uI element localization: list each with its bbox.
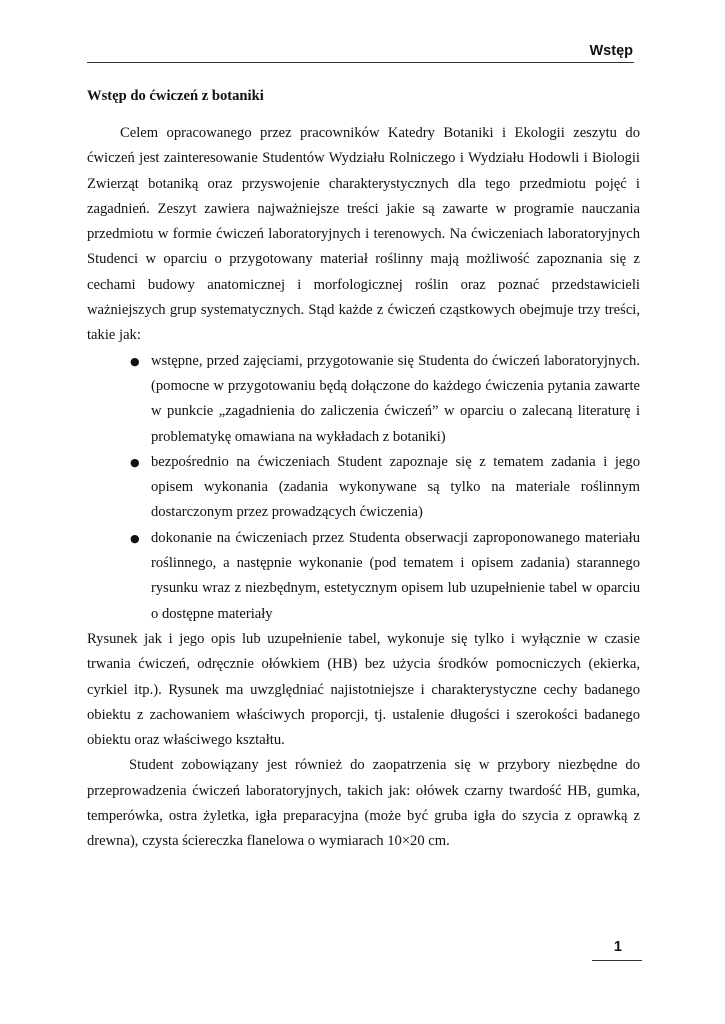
list-item: [130, 349, 640, 450]
footer-rule: [592, 960, 642, 961]
page-number: 1: [613, 939, 622, 955]
bullet-icon: ●: [130, 455, 140, 469]
list-item-text: dokonanie na ćwiczeniach przez Studenta obserwacji zaproponowanego materiału roślinnego, a następnie wykonanie (pod tematem i opisem zadania) starannego rysunku wraz z niezbędnym, estetycznym opisem lub uzupełnienie tabel w oparciu o dostępne materiały: [151, 529, 640, 622]
list-item-text: bezpośrednio na ćwiczeniach Student zapoznaje się z tematem zadania i jego opisem wykonania (zadania wykonywane są tylko na materiale roślinnym dostarczonym przez prowadzących ćwiczenia): [151, 453, 640, 521]
paragraph-drawing: Rysunek jak i jego opis lub uzupełnienie tabel, wykonuje się tylko i wyłącznie w czasie trwania ćwiczeń, odręcznie ołówkiem (HB) bez użycia środków pomocniczych (ekierka, cyrkiel itp.). Rysunek ma uwzględniać najistotniejsze i charakterystyczne cechy badanego obiektu z zachowaniem właściwych proporcji, tj. ustalenie długości i szerokości badanego obiektu oraz właściwego kształtu.: [87, 630, 640, 749]
list-item: [130, 526, 640, 627]
list-item-text: wstępne, przed zajęciami, przygotowanie się Studenta do ćwiczeń laboratoryjnych. (pomocne w przygotowaniu będą dołączone do każdego ćwiczenia pytania zawarte w punkcie „zagadnienia do zaliczenia ćwiczeń” w oparciu o zalecaną literaturę i problematykę omawiana na wykładach z botaniki): [151, 352, 640, 445]
paragraph-supplies: Student zobowiązany jest również do zaopatrzenia się w przybory niezbędne do przeprowadzenia ćwiczeń laboratoryjnych, takich jak: ołówek czarny twardość HB, gumka, temperówka, ostra żyletka, igła preparacyjna (może być gruba igła do szycia z oprawką z drewna), czysta ściereczka flanelowa o wymiarach 10×20 cm.: [87, 757, 640, 850]
list-item: [130, 450, 640, 526]
body-text: [87, 121, 640, 855]
bullet-list: [87, 349, 640, 627]
header-title: Wstęp: [589, 43, 633, 59]
bullet-icon: ●: [130, 354, 140, 368]
paragraph-intro: Celem opracowanego przez pracowników Katedry Botaniki i Ekologii zeszytu do ćwiczeń jest zainteresowanie Studentów Wydziału Rolniczego i Wydziału Hodowli i Biologii Zwierząt botaniką oraz przyswojenie charakterystycznych dla tego przedmiotu pojęć i zagadnień. Zeszyt zawiera najważniejsze treści jakie są zawarte w programie nauczania przedmiotu w formie ćwiczeń laboratoryjnych i terenowych. Na ćwiczeniach laboratoryjnych Studenci w oparciu o przygotowany materiał roślinny mają możliwość zapoznania się z cechami budowy anatomicznej i morfologicznej roślin oraz poznać przedstawicieli ważniejszych grup systematycznych. Stąd każde z ćwiczeń cząstkowych obejmuje trzy treści, takie jak:: [87, 125, 640, 344]
bullet-icon: ●: [130, 531, 140, 545]
section-title: Wstęp do ćwiczeń z botaniki: [87, 88, 264, 104]
header-rule: [87, 62, 634, 63]
